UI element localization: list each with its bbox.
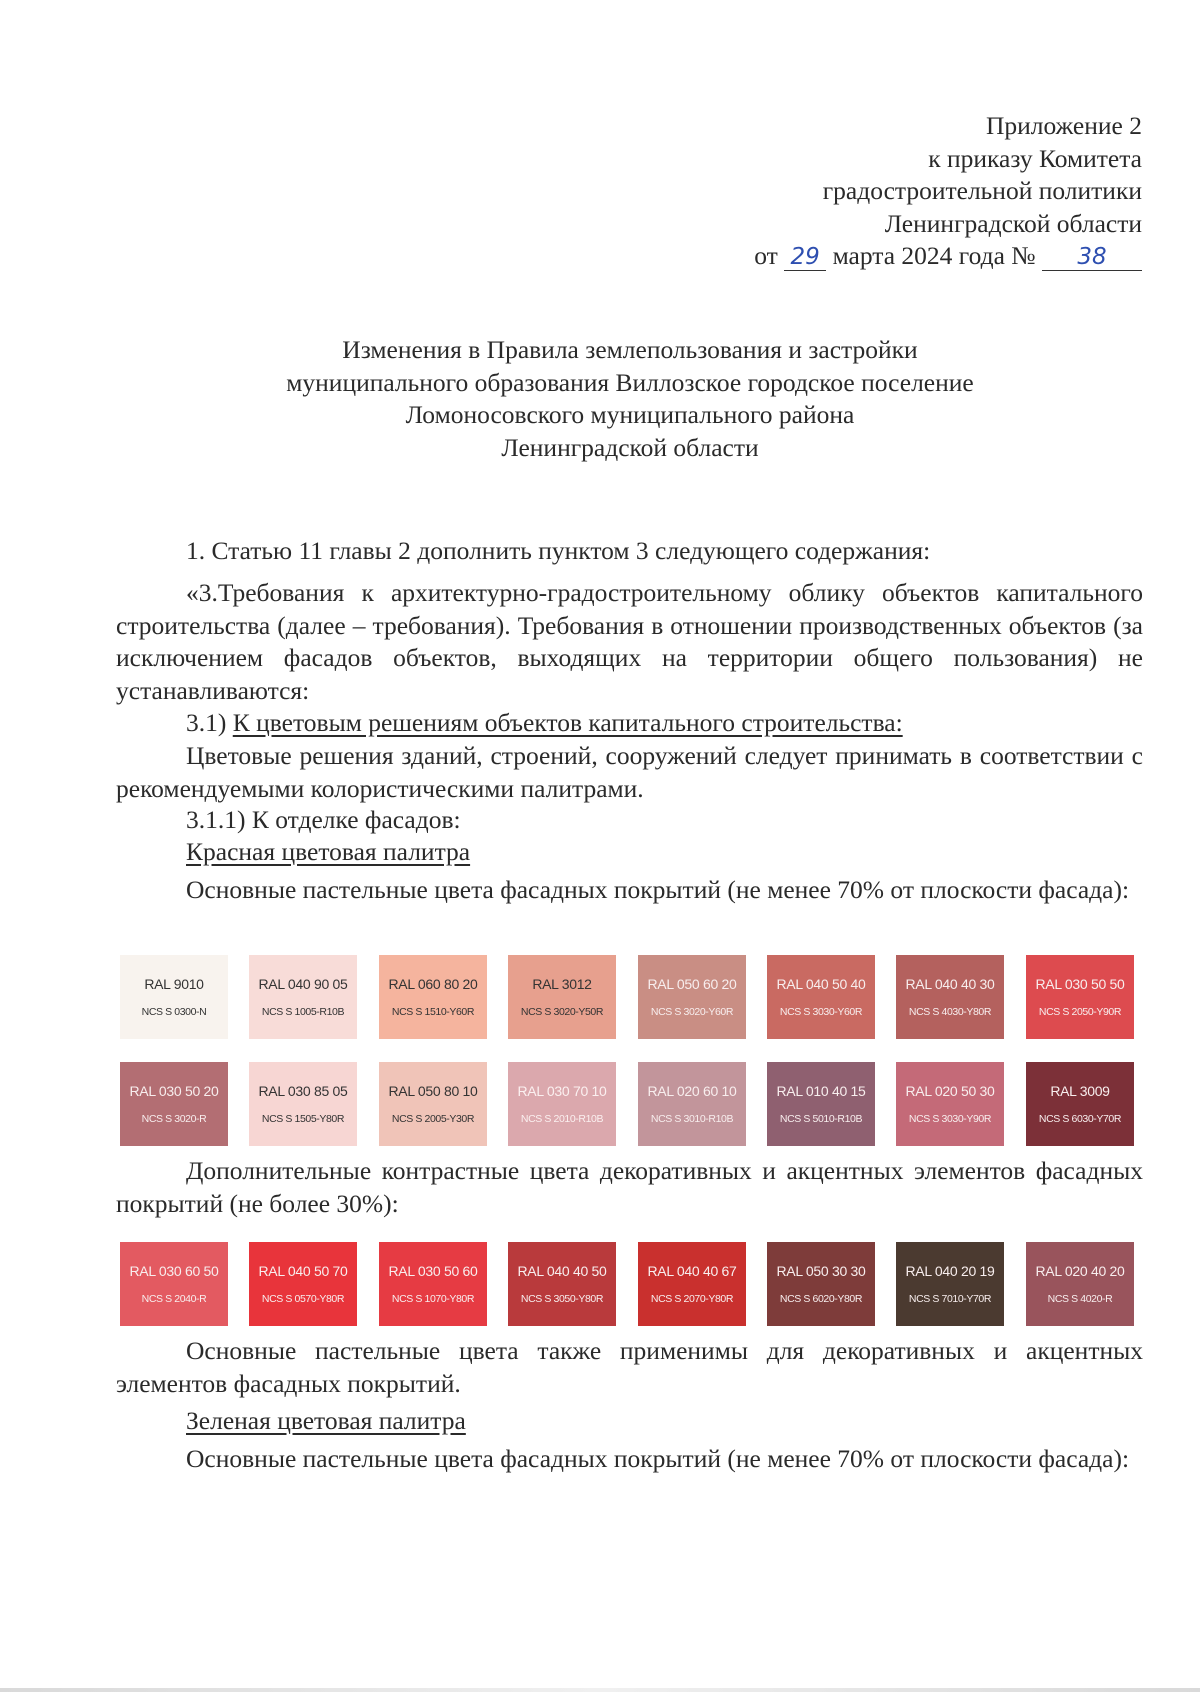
ral-code: RAL 3012 — [532, 976, 592, 992]
region-name: Ленинградской области — [884, 208, 1142, 238]
ral-code: RAL 050 80 10 — [388, 1083, 478, 1099]
color-swatch — [1026, 955, 1134, 1039]
subsection-number: 3.1) — [186, 708, 227, 737]
ncs-code: NCS S 4020-R — [1047, 1293, 1113, 1305]
ncs-code: NCS S 1505-Y80R — [261, 1113, 345, 1125]
date-rest: марта 2024 года № — [832, 241, 1036, 270]
color-swatch — [1026, 1062, 1134, 1146]
ncs-code: NCS S 4030-Y80R — [908, 1006, 992, 1018]
ncs-code: NCS S 7010-Y70R — [908, 1293, 992, 1305]
ral-code: RAL 040 40 67 — [647, 1263, 737, 1279]
ral-code: RAL 030 50 60 — [388, 1263, 478, 1279]
color-swatch — [508, 1242, 616, 1326]
page-bottom-edge — [0, 1688, 1200, 1692]
ncs-code: NCS S 3050-Y80R — [520, 1293, 604, 1305]
ncs-code: NCS S 3010-R10B — [650, 1113, 734, 1125]
date-day-handwritten: 29 — [790, 244, 820, 270]
color-swatch — [638, 1242, 746, 1326]
title-line: муниципального образования Виллозское городское поселение — [286, 367, 974, 397]
ncs-code: NCS S 2010-R10B — [520, 1113, 604, 1125]
color-swatch — [638, 1062, 746, 1146]
color-swatch — [249, 955, 357, 1039]
ral-code: RAL 060 80 20 — [388, 976, 478, 992]
order-number-field — [1042, 243, 1142, 271]
ncs-code: NCS S 3030-Y90R — [908, 1113, 992, 1125]
color-swatch — [896, 1242, 1004, 1326]
ral-code: RAL 040 40 50 — [517, 1263, 607, 1279]
ral-code: RAL 040 90 05 — [258, 976, 348, 992]
ral-code: RAL 050 30 30 — [776, 1263, 866, 1279]
appendix-header — [754, 110, 1142, 273]
ral-code: RAL 9010 — [144, 976, 204, 992]
ral-code: RAL 020 50 30 — [905, 1083, 995, 1099]
main-swatch-row-1 — [120, 955, 1134, 1039]
subsection-title: К цветовым решениям объектов капитального строительства: — [232, 708, 903, 737]
green-palette-label: Зеленая цветовая палитра — [186, 1406, 466, 1435]
item-1: 1. Статью 11 главы 2 дополнить пунктом 3 следующего содержания: — [186, 536, 931, 565]
color-swatch — [508, 955, 616, 1039]
ral-code: RAL 020 40 20 — [1035, 1263, 1125, 1279]
date-day-field — [784, 243, 826, 271]
color-swatch — [120, 1242, 228, 1326]
order-date-line — [754, 240, 1142, 273]
ral-code: RAL 020 60 10 — [647, 1083, 737, 1099]
ral-code: RAL 040 50 70 — [258, 1263, 348, 1279]
ncs-code: NCS S 1005-R10B — [261, 1006, 345, 1018]
extra-swatch-row — [120, 1242, 1134, 1326]
ral-code: RAL 030 50 20 — [129, 1083, 219, 1099]
color-swatch — [249, 1242, 357, 1326]
color-swatch — [249, 1062, 357, 1146]
ncs-code: NCS S 5010-R10B — [779, 1113, 863, 1125]
order-reference: к приказу Комитета — [928, 143, 1142, 173]
ncs-code: NCS S 3020-Y60R — [650, 1006, 734, 1018]
main-colors-paragraph: Основные пастельные цвета фасадных покрытий (не менее 70% от плоскости фасада): — [186, 875, 1130, 904]
title-line: Ломоносовского муниципального района — [405, 400, 855, 429]
main-colors-green-paragraph: Основные пастельные цвета фасадных покрытий (не менее 70% от плоскости фасада): — [186, 1444, 1130, 1473]
requirements-paragraph: «3.Требования к архитектурно-градостроительному облику объектов капитального строительства (далее – требования). Требования в отношении производственных объектов (за исключением фасадов объектов, выходящих на территории общего пользования) не устанавливаются: — [116, 578, 1143, 705]
color-swatch — [638, 955, 746, 1039]
order-number-handwritten: 38 — [1077, 244, 1107, 270]
committee-name: градостроительной политики — [822, 176, 1142, 205]
color-solutions-paragraph: Цветовые решения зданий, строений, сооружений следует принимать в соответствии с рекомендуемыми колористическими палитрами. — [116, 741, 1143, 803]
main-swatch-row-2 — [120, 1062, 1134, 1146]
ral-code: RAL 010 40 15 — [776, 1083, 866, 1099]
ral-code: RAL 040 50 40 — [776, 976, 866, 992]
ral-code: RAL 030 70 10 — [517, 1083, 607, 1099]
color-swatch — [120, 1062, 228, 1146]
ral-code: RAL 3009 — [1050, 1083, 1110, 1099]
ral-code: RAL 040 20 19 — [905, 1263, 995, 1279]
ncs-code: NCS S 0300-N — [141, 1006, 207, 1018]
ral-code: RAL 050 60 20 — [647, 976, 737, 992]
color-swatch — [508, 1062, 616, 1146]
ncs-code: NCS S 2070-Y80R — [650, 1293, 734, 1305]
color-swatch — [1026, 1242, 1134, 1326]
subsection-3-1-1: 3.1.1) К отделке фасадов: — [186, 805, 461, 834]
ral-code: RAL 030 85 05 — [258, 1083, 348, 1099]
ncs-code: NCS S 2005-Y30R — [391, 1113, 475, 1125]
ncs-code: NCS S 1510-Y60R — [391, 1006, 475, 1018]
color-swatch — [767, 1062, 875, 1146]
color-swatch — [767, 955, 875, 1039]
color-swatch — [896, 1062, 1004, 1146]
ncs-code: NCS S 2040-R — [141, 1293, 207, 1305]
color-swatch — [767, 1242, 875, 1326]
ncs-code: NCS S 2050-Y90R — [1038, 1006, 1122, 1018]
ncs-code: NCS S 1070-Y80R — [391, 1293, 475, 1305]
date-prefix: от — [754, 241, 778, 270]
ral-code: RAL 030 60 50 — [129, 1263, 219, 1279]
document-title — [0, 334, 1200, 464]
ncs-code: NCS S 6020-Y80R — [779, 1293, 863, 1305]
color-swatch — [379, 955, 487, 1039]
red-palette-label: Красная цветовая палитра — [186, 837, 471, 866]
title-line: Изменения в Правила землепользования и застройки — [342, 335, 918, 364]
title-line: Ленинградской области — [501, 432, 759, 462]
color-swatch — [120, 955, 228, 1039]
green-palette-heading — [186, 1405, 1146, 1438]
ncs-code: NCS S 3030-Y60R — [779, 1006, 863, 1018]
applicable-paragraph: Основные пастельные цвета также применимы для декоративных и акцентных элементов фасадных покрытий. — [116, 1336, 1143, 1398]
subsection-3-1 — [186, 707, 1146, 740]
extra-colors-paragraph: Дополнительные контрастные цвета декоративных и акцентных элементов фасадных покрытий (не более 30%): — [116, 1156, 1143, 1218]
ncs-code: NCS S 3020-Y50R — [520, 1006, 604, 1018]
appendix-label: Приложение 2 — [986, 111, 1142, 140]
ral-code: RAL 040 40 30 — [905, 976, 995, 992]
color-swatch — [896, 955, 1004, 1039]
color-swatch — [379, 1062, 487, 1146]
ncs-code: NCS S 0570-Y80R — [261, 1293, 345, 1305]
red-palette-heading — [186, 836, 1146, 869]
ral-code: RAL 030 50 50 — [1035, 976, 1125, 992]
ncs-code: NCS S 3020-R — [141, 1113, 207, 1125]
color-swatch — [379, 1242, 487, 1326]
ncs-code: NCS S 6030-Y70R — [1038, 1113, 1122, 1125]
